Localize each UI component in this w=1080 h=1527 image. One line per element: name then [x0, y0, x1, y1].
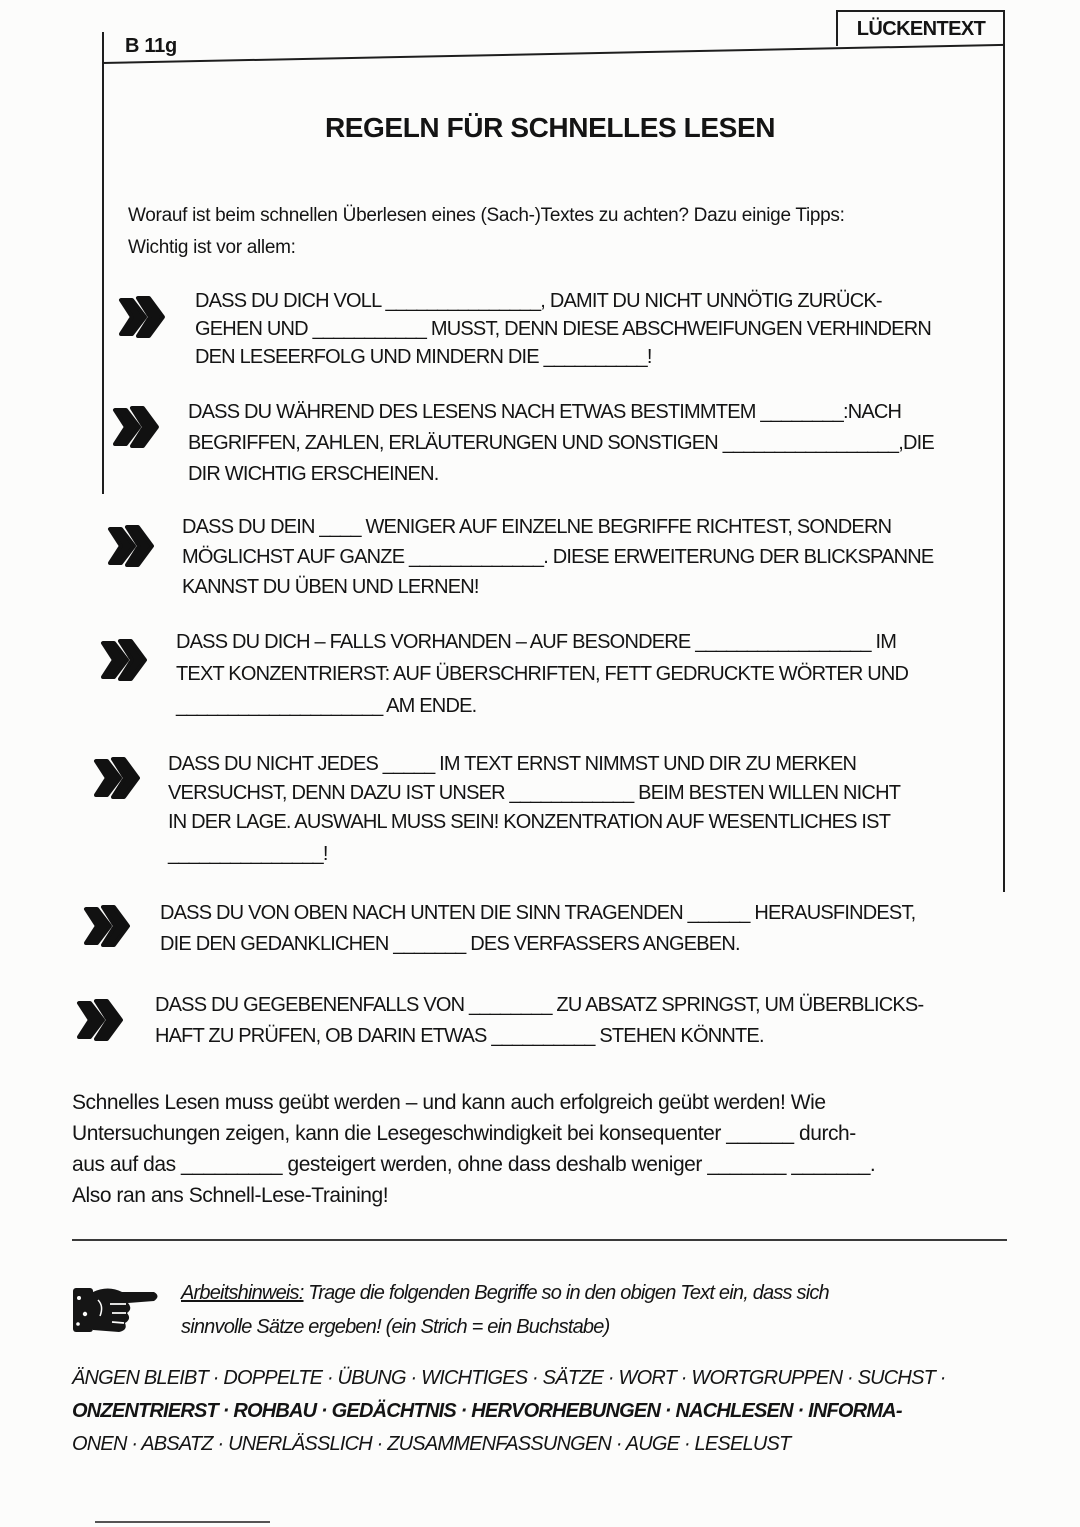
rule-line: VERSUCHST, DENN DAZU IST UNSER ____________ BEIM BESTEN WILLEN NICHT: [168, 782, 901, 804]
rule-line: DASS DU WÄHREND DES LESENS NACH ETWAS BESTIMMTEM ________:NACH: [188, 401, 902, 423]
header-rule: [102, 44, 1005, 64]
rule-text: [176, 626, 908, 722]
rule-line: BEGRIFFEN, ZAHLEN, ERLÄUTERUNGEN UND SONSTIGEN _________________,DIE: [188, 432, 934, 454]
intro-line: Wichtig ist vor allem:: [128, 237, 296, 258]
rule-line: DASS DU DICH VOLL _______________, DAMIT DU NICHT UNNÖTIG ZURÜCK-: [195, 290, 882, 312]
instruction-label: Arbeitshinweis:: [181, 1282, 304, 1304]
rule-text: [160, 898, 915, 960]
rule-line: DEN LESEERFOLG UND MINDERN DIE __________!: [195, 346, 652, 368]
rule-text: [155, 990, 923, 1052]
footer-rule: [95, 1521, 270, 1523]
section-divider: [72, 1239, 1007, 1241]
rule-text: [188, 397, 934, 490]
page-title: REGELN FÜR SCHNELLES LESEN: [324, 112, 776, 143]
instruction-line: sinnvolle Sätze ergeben! (ein Strich = ein Buchstabe): [181, 1316, 610, 1338]
closing-line: Schnelles Lesen muss geübt werden – und kann auch erfolgreich geübt werden! Wie: [72, 1091, 826, 1114]
closing-line: Also ran ans Schnell-Lese-Training!: [72, 1184, 389, 1207]
rule-line: TEXT KONZENTRIERST: AUF ÜBERSCHRIFTEN, FETT GEDRUCKTE WÖRTER UND: [176, 663, 909, 685]
closing-line: aus auf das _________ gesteigert werden, ohne dass deshalb weniger _______ _______.: [72, 1153, 876, 1176]
double-chevron-icon: [83, 904, 131, 948]
double-chevron-icon: [107, 524, 155, 568]
rule-line: ____________________ AM ENDE.: [176, 695, 477, 717]
instruction-text-start: Trage die folgenden Begriffe so in den obigen Text ein, dass sich: [303, 1282, 829, 1304]
rule-text: [168, 750, 900, 871]
rule-line: DASS DU GEGEBENENFALLS VON ________ ZU ABSATZ SPRINGST, UM ÜBERBLICKS-: [155, 994, 924, 1016]
instruction-text: [181, 1276, 829, 1344]
rule-line: MÖGLICHST AUF GANZE _____________. DIESE ERWEITERUNG DER BLICKSPANNE: [182, 546, 934, 568]
intro-text: [128, 200, 845, 264]
rule-line: DASS DU DICH – FALLS VORHANDEN – AUF BESONDERE _________________ IM: [176, 631, 897, 653]
word-bank-line: ÄNGEN BLEIBT · DOPPELTE · ÜBUNG · WICHTIGES · SÄTZE · WORT · WORTGRUPPEN · SUCHST ·: [72, 1367, 946, 1389]
rule-line: DIE DEN GEDANKLICHEN _______ DES VERFASSERS ANGEBEN.: [160, 933, 740, 955]
word-bank-line: ONZENTRIERST · ROHBAU · GEDÄCHTNIS · HERVORHEBUNGEN · NACHLESEN · INFORMA-: [72, 1400, 902, 1422]
worksheet-code: B 11g: [125, 35, 177, 57]
word-bank-line: ONEN · ABSATZ · UNERLÄSSLICH · ZUSAMMENFASSUNGEN · AUGE · LESELUST: [72, 1433, 791, 1455]
closing-line: Untersuchungen zeigen, kann die Lesegeschwindigkeit bei konsequenter ______ durch-: [72, 1122, 856, 1145]
double-chevron-icon: [93, 756, 141, 800]
instruction-line: [181, 1276, 829, 1310]
frame-right-border: [1003, 10, 1005, 892]
double-chevron-icon: [76, 998, 124, 1042]
rule-line: KANNST DU ÜBEN UND LERNEN!: [182, 576, 479, 598]
rule-line: _______________!: [168, 843, 328, 865]
rule-line: HAFT ZU PRÜFEN, OB DARIN ETWAS __________ STEHEN KÖNNTE.: [155, 1025, 764, 1047]
rule-line: IN DER LAGE. AUSWAHL MUSS SEIN! KONZENTRATION AUF WESENTLICHES IST: [168, 811, 891, 833]
rule-line: DASS DU VON OBEN NACH UNTEN DIE SINN TRAGENDEN ______ HERAUSFINDEST,: [160, 902, 916, 924]
intro-line: Worauf ist beim schnellen Überlesen eines (Sach-)Textes zu achten? Dazu einige Tipps:: [128, 205, 845, 226]
rule-text: [195, 287, 931, 371]
rule-text: [182, 512, 933, 602]
word-bank: [72, 1362, 946, 1461]
frame-left-border: [102, 32, 104, 494]
closing-paragraph: [72, 1087, 875, 1211]
double-chevron-icon: [112, 405, 160, 449]
rule-line: DASS DU NICHT JEDES _____ IM TEXT ERNST NIMMST UND DIR ZU MERKEN: [168, 753, 857, 775]
rule-line: GEHEN UND ___________ MUSST, DENN DIESE ABSCHWEIFUNGEN VERHINDERN: [195, 318, 931, 340]
rule-line: DIR WICHTIG ERSCHEINEN.: [188, 463, 439, 485]
double-chevron-icon: [118, 295, 166, 339]
double-chevron-icon: [100, 638, 148, 682]
pointing-hand-icon: [70, 1280, 162, 1340]
worksheet-type-label: LÜCKENTEXT: [836, 10, 1004, 46]
rule-line: DASS DU DEIN ____ WENIGER AUF EINZELNE BEGRIFFE RICHTEST, SONDERN: [182, 516, 892, 538]
